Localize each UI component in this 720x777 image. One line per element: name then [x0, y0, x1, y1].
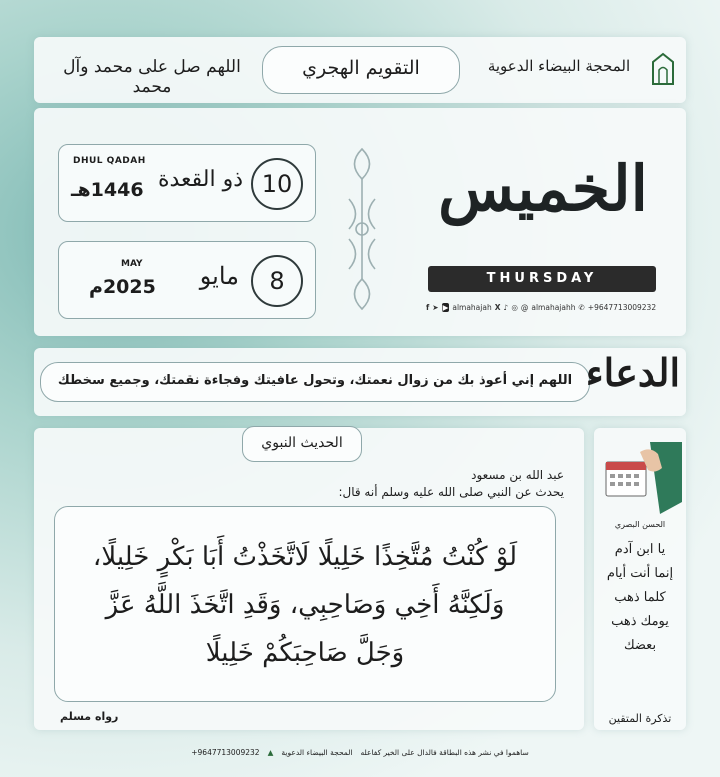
- weekday-en-badge: [428, 266, 656, 292]
- greg-month-ar: مايو: [199, 262, 239, 290]
- social-handle-2[interactable]: almahajahh: [531, 302, 576, 312]
- gregorian-date-box: [58, 241, 316, 319]
- greg-year: 2025م: [89, 276, 156, 298]
- x-icon[interactable]: X: [494, 302, 501, 312]
- brand-logo-icon: [650, 52, 676, 86]
- hadith-text-frame: [54, 506, 556, 702]
- whatsapp-icon[interactable]: ✆: [578, 302, 585, 312]
- hijri-month-ar: ذو القعدة: [157, 167, 243, 192]
- dua-text-frame: [40, 362, 590, 402]
- footer-phone: +9647713009232: [191, 747, 260, 757]
- greg-day: 8: [269, 267, 285, 295]
- footer-brand-logo-icon: ▲: [267, 747, 274, 757]
- header-bar: [34, 37, 686, 103]
- reminder-line: كلما ذهب: [614, 590, 666, 605]
- hadith-title-tab: [242, 426, 362, 462]
- dua-title: الدعاء: [585, 350, 680, 395]
- hadith-panel: [34, 428, 584, 730]
- social-handle[interactable]: almahajah: [452, 302, 492, 312]
- hijri-month-en: DHUL QADAH: [73, 156, 146, 166]
- reminder-panel: [594, 428, 686, 730]
- weekday-arabic: الخميس: [438, 152, 648, 225]
- weekday-en: THURSDAY: [486, 271, 598, 286]
- reminder-line: يا ابن آدم: [614, 542, 666, 557]
- hijri-day: 10: [261, 170, 293, 198]
- greg-day-circle: [251, 255, 303, 307]
- dua-text: اللهم إني أعوذ بك من زوال نعمتك، وتحول عافيتك وفجاءة نقمتك، وجميع سخطك: [57, 373, 573, 388]
- ornament-divider: [339, 144, 385, 314]
- header-salawat: اللهم صل على محمد وآل محمد: [63, 57, 241, 97]
- phone-number[interactable]: +9647713009232: [587, 302, 657, 312]
- footer-text: ساهموا في نشر هذه البطاقة فالدال على الخير كفاعله: [360, 747, 529, 757]
- hadith-text: لَوْ كُنْتُ مُتَّخِذًا خَلِيلًا لَاتَّخَذْتُ أَبَا بَكْرٍ خَلِيلًا، وَلَكِنَّهُ أَخِي وَصَاحِبِي، وَقَدِ اتَّخَذَ اللَّهُ عَزَّ وَجَلَّ صَاحِبَكُمْ خَلِيلًا: [92, 542, 518, 668]
- header-title-frame: [262, 46, 460, 94]
- reminder-small-title: الحسن البصري: [614, 520, 666, 529]
- hadith-title: الحديث النبوي: [261, 435, 343, 451]
- threads-icon[interactable]: @: [520, 302, 529, 312]
- hadith-narrator: عبد الله بن مسعود: [471, 468, 564, 482]
- reminder-line: بعضك: [623, 638, 657, 653]
- social-row: [426, 300, 662, 314]
- reminder-line: إنما أنت أيام: [606, 566, 674, 581]
- hijri-day-circle: [251, 158, 303, 210]
- dua-panel: [34, 348, 686, 416]
- youtube-icon[interactable]: ▶: [442, 302, 449, 312]
- date-panel: [34, 108, 686, 336]
- facebook-icon[interactable]: f: [426, 302, 430, 312]
- hadith-source: رواه مسلم: [60, 710, 119, 723]
- footer-brand: المحجة البيضاء الدعوية: [281, 747, 353, 757]
- telegram-icon[interactable]: ➤: [432, 302, 439, 312]
- instagram-icon[interactable]: ◎: [511, 302, 518, 312]
- reminder-lines: [596, 538, 684, 658]
- header-title: التقويم الهجري: [302, 57, 420, 79]
- calendar-hand-icon: [600, 442, 682, 514]
- hijri-year: 1446هـ: [71, 179, 144, 201]
- header-brand: المحجة البيضاء الدعوية: [487, 57, 631, 75]
- reminder-label: تذكرة المتقين: [608, 712, 672, 725]
- hijri-date-box: [58, 144, 316, 222]
- tiktok-icon[interactable]: ♪: [503, 302, 509, 312]
- footer: [120, 742, 600, 762]
- hadith-intro: يحدث عن النبي صلى الله عليه وسلم أنه قال:: [338, 485, 564, 499]
- reminder-line: يومك ذهب: [611, 614, 669, 629]
- greg-month-en: MAY: [121, 259, 143, 269]
